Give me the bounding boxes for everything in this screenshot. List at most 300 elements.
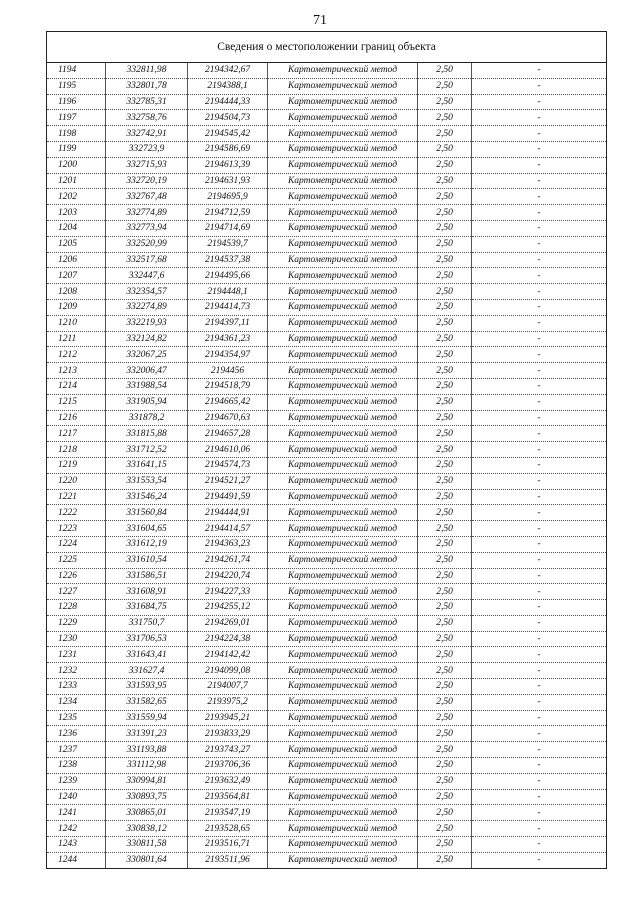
description-cell: - xyxy=(472,126,607,142)
method-cell: Картометрический метод xyxy=(268,205,418,221)
x-coordinate-cell: 332067,25 xyxy=(106,347,188,363)
table-row xyxy=(47,805,606,821)
description-cell: - xyxy=(472,536,607,552)
accuracy-cell: 2,50 xyxy=(418,331,472,347)
y-coordinate-cell: 2194521,27 xyxy=(188,473,268,489)
description-cell: - xyxy=(472,758,607,774)
point-number-cell: 1231 xyxy=(47,647,106,663)
x-coordinate-cell: 331560,84 xyxy=(106,505,188,521)
y-coordinate-cell: 2194255,12 xyxy=(188,600,268,616)
table-row xyxy=(47,394,606,410)
point-number-cell: 1233 xyxy=(47,679,106,695)
y-coordinate-cell: 2193632,49 xyxy=(188,773,268,789)
x-coordinate-cell: 332354,57 xyxy=(106,284,188,300)
description-cell: - xyxy=(472,426,607,442)
table-row xyxy=(47,726,606,742)
description-cell: - xyxy=(472,173,607,189)
accuracy-cell: 2,50 xyxy=(418,410,472,426)
x-coordinate-cell: 332767,48 xyxy=(106,189,188,205)
y-coordinate-cell: 2194610,06 xyxy=(188,442,268,458)
method-cell: Картометрический метод xyxy=(268,536,418,552)
accuracy-cell: 2,50 xyxy=(418,299,472,315)
table-row xyxy=(47,426,606,442)
method-cell: Картометрический метод xyxy=(268,331,418,347)
table-row xyxy=(47,141,606,157)
point-number-cell: 1196 xyxy=(47,94,106,110)
y-coordinate-cell: 2194518,79 xyxy=(188,378,268,394)
point-number-cell: 1204 xyxy=(47,220,106,236)
description-cell: - xyxy=(472,94,607,110)
point-number-cell: 1216 xyxy=(47,410,106,426)
accuracy-cell: 2,50 xyxy=(418,679,472,695)
method-cell: Картометрический метод xyxy=(268,473,418,489)
point-number-cell: 1237 xyxy=(47,742,106,758)
table-row xyxy=(47,852,606,867)
table-row xyxy=(47,521,606,537)
accuracy-cell: 2,50 xyxy=(418,473,472,489)
description-cell: - xyxy=(472,789,607,805)
y-coordinate-cell: 2194613,39 xyxy=(188,157,268,173)
point-number-cell: 1227 xyxy=(47,584,106,600)
x-coordinate-cell: 332801,78 xyxy=(106,78,188,94)
y-coordinate-cell: 2194388,1 xyxy=(188,78,268,94)
table-row xyxy=(47,363,606,379)
x-coordinate-cell: 331604,65 xyxy=(106,521,188,537)
table-row xyxy=(47,268,606,284)
accuracy-cell: 2,50 xyxy=(418,442,472,458)
point-number-cell: 1208 xyxy=(47,284,106,300)
method-cell: Картометрический метод xyxy=(268,126,418,142)
method-cell: Картометрический метод xyxy=(268,726,418,742)
table-title: Сведения о местоположении границ объекта xyxy=(47,32,606,63)
method-cell: Картометрический метод xyxy=(268,442,418,458)
method-cell: Картометрический метод xyxy=(268,679,418,695)
table-row xyxy=(47,378,606,394)
point-number-cell: 1226 xyxy=(47,568,106,584)
x-coordinate-cell: 330893,75 xyxy=(106,789,188,805)
table-row xyxy=(47,220,606,236)
accuracy-cell: 2,50 xyxy=(418,536,472,552)
description-cell: - xyxy=(472,268,607,284)
accuracy-cell: 2,50 xyxy=(418,694,472,710)
x-coordinate-cell: 331627,4 xyxy=(106,663,188,679)
method-cell: Картометрический метод xyxy=(268,789,418,805)
description-cell: - xyxy=(472,347,607,363)
y-coordinate-cell: 2193743,27 xyxy=(188,742,268,758)
description-cell: - xyxy=(472,394,607,410)
description-cell: - xyxy=(472,521,607,537)
accuracy-cell: 2,50 xyxy=(418,789,472,805)
x-coordinate-cell: 332715,93 xyxy=(106,157,188,173)
point-number-cell: 1205 xyxy=(47,236,106,252)
table-row xyxy=(47,94,606,110)
y-coordinate-cell: 2194574,73 xyxy=(188,457,268,473)
y-coordinate-cell: 2194631,93 xyxy=(188,173,268,189)
point-number-cell: 1212 xyxy=(47,347,106,363)
point-number-cell: 1219 xyxy=(47,457,106,473)
point-number-cell: 1239 xyxy=(47,773,106,789)
point-number-cell: 1203 xyxy=(47,205,106,221)
boundary-table-sheet xyxy=(46,31,607,869)
description-cell: - xyxy=(472,157,607,173)
description-cell: - xyxy=(472,505,607,521)
point-number-cell: 1236 xyxy=(47,726,106,742)
method-cell: Картометрический метод xyxy=(268,299,418,315)
x-coordinate-cell: 332774,89 xyxy=(106,205,188,221)
method-cell: Картометрический метод xyxy=(268,584,418,600)
y-coordinate-cell: 2194269,01 xyxy=(188,615,268,631)
accuracy-cell: 2,50 xyxy=(418,584,472,600)
description-cell: - xyxy=(472,236,607,252)
x-coordinate-cell: 331643,41 xyxy=(106,647,188,663)
table-row xyxy=(47,710,606,726)
point-number-cell: 1244 xyxy=(47,852,106,867)
x-coordinate-cell: 331553,54 xyxy=(106,473,188,489)
accuracy-cell: 2,50 xyxy=(418,378,472,394)
table-row xyxy=(47,789,606,805)
table-row xyxy=(47,189,606,205)
point-number-cell: 1218 xyxy=(47,442,106,458)
y-coordinate-cell: 2194220,74 xyxy=(188,568,268,584)
point-number-cell: 1217 xyxy=(47,426,106,442)
table-row xyxy=(47,78,606,94)
point-number-cell: 1238 xyxy=(47,758,106,774)
accuracy-cell: 2,50 xyxy=(418,837,472,853)
accuracy-cell: 2,50 xyxy=(418,631,472,647)
table-row xyxy=(47,647,606,663)
x-coordinate-cell: 332811,98 xyxy=(106,63,188,78)
accuracy-cell: 2,50 xyxy=(418,647,472,663)
accuracy-cell: 2,50 xyxy=(418,220,472,236)
table-row xyxy=(47,505,606,521)
method-cell: Картометрический метод xyxy=(268,268,418,284)
accuracy-cell: 2,50 xyxy=(418,315,472,331)
description-cell: - xyxy=(472,78,607,94)
y-coordinate-cell: 2194586,69 xyxy=(188,141,268,157)
description-cell: - xyxy=(472,299,607,315)
table-row xyxy=(47,758,606,774)
accuracy-cell: 2,50 xyxy=(418,821,472,837)
point-number-cell: 1198 xyxy=(47,126,106,142)
table-row xyxy=(47,457,606,473)
description-cell: - xyxy=(472,742,607,758)
x-coordinate-cell: 331878,2 xyxy=(106,410,188,426)
method-cell: Картометрический метод xyxy=(268,363,418,379)
point-number-cell: 1206 xyxy=(47,252,106,268)
table-row xyxy=(47,173,606,189)
y-coordinate-cell: 2194261,74 xyxy=(188,552,268,568)
y-coordinate-cell: 2193706,36 xyxy=(188,758,268,774)
table-row xyxy=(47,126,606,142)
method-cell: Картометрический метод xyxy=(268,600,418,616)
accuracy-cell: 2,50 xyxy=(418,568,472,584)
y-coordinate-cell: 2193516,71 xyxy=(188,837,268,853)
x-coordinate-cell: 331593,95 xyxy=(106,679,188,695)
description-cell: - xyxy=(472,141,607,157)
accuracy-cell: 2,50 xyxy=(418,552,472,568)
x-coordinate-cell: 332274,89 xyxy=(106,299,188,315)
point-number-cell: 1221 xyxy=(47,489,106,505)
method-cell: Картометрический метод xyxy=(268,552,418,568)
point-number-cell: 1215 xyxy=(47,394,106,410)
y-coordinate-cell: 2194714,69 xyxy=(188,220,268,236)
table-row xyxy=(47,631,606,647)
description-cell: - xyxy=(472,489,607,505)
method-cell: Картометрический метод xyxy=(268,521,418,537)
point-number-cell: 1201 xyxy=(47,173,106,189)
x-coordinate-cell: 331586,51 xyxy=(106,568,188,584)
y-coordinate-cell: 2194363,23 xyxy=(188,536,268,552)
description-cell: - xyxy=(472,821,607,837)
y-coordinate-cell: 2194142,42 xyxy=(188,647,268,663)
accuracy-cell: 2,50 xyxy=(418,78,472,94)
description-cell: - xyxy=(472,600,607,616)
accuracy-cell: 2,50 xyxy=(418,141,472,157)
accuracy-cell: 2,50 xyxy=(418,363,472,379)
method-cell: Картометрический метод xyxy=(268,347,418,363)
description-cell: - xyxy=(472,410,607,426)
table-row xyxy=(47,821,606,837)
method-cell: Картометрический метод xyxy=(268,694,418,710)
y-coordinate-cell: 2194495,66 xyxy=(188,268,268,284)
table-row xyxy=(47,315,606,331)
method-cell: Картометрический метод xyxy=(268,78,418,94)
method-cell: Картометрический метод xyxy=(268,663,418,679)
method-cell: Картометрический метод xyxy=(268,631,418,647)
x-coordinate-cell: 331641,15 xyxy=(106,457,188,473)
table-row xyxy=(47,205,606,221)
y-coordinate-cell: 2194545,42 xyxy=(188,126,268,142)
description-cell: - xyxy=(472,284,607,300)
table-row xyxy=(47,252,606,268)
description-cell: - xyxy=(472,220,607,236)
y-coordinate-cell: 2194448,1 xyxy=(188,284,268,300)
point-number-cell: 1234 xyxy=(47,694,106,710)
x-coordinate-cell: 331193,88 xyxy=(106,742,188,758)
accuracy-cell: 2,50 xyxy=(418,773,472,789)
description-cell: - xyxy=(472,615,607,631)
method-cell: Картометрический метод xyxy=(268,315,418,331)
table-row xyxy=(47,110,606,126)
y-coordinate-cell: 2193564,81 xyxy=(188,789,268,805)
y-coordinate-cell: 2194224,38 xyxy=(188,631,268,647)
x-coordinate-cell: 331684,75 xyxy=(106,600,188,616)
table-row xyxy=(47,679,606,695)
x-coordinate-cell: 332785,31 xyxy=(106,94,188,110)
y-coordinate-cell: 2193528,65 xyxy=(188,821,268,837)
y-coordinate-cell: 2193945,21 xyxy=(188,710,268,726)
accuracy-cell: 2,50 xyxy=(418,505,472,521)
accuracy-cell: 2,50 xyxy=(418,615,472,631)
accuracy-cell: 2,50 xyxy=(418,268,472,284)
y-coordinate-cell: 2194539,7 xyxy=(188,236,268,252)
accuracy-cell: 2,50 xyxy=(418,63,472,78)
point-number-cell: 1240 xyxy=(47,789,106,805)
description-cell: - xyxy=(472,710,607,726)
table-row xyxy=(47,837,606,853)
point-number-cell: 1223 xyxy=(47,521,106,537)
table-row xyxy=(47,236,606,252)
accuracy-cell: 2,50 xyxy=(418,663,472,679)
accuracy-cell: 2,50 xyxy=(418,710,472,726)
description-cell: - xyxy=(472,837,607,853)
description-cell: - xyxy=(472,442,607,458)
table-row xyxy=(47,331,606,347)
accuracy-cell: 2,50 xyxy=(418,284,472,300)
description-cell: - xyxy=(472,315,607,331)
point-number-cell: 1210 xyxy=(47,315,106,331)
point-number-cell: 1232 xyxy=(47,663,106,679)
method-cell: Картометрический метод xyxy=(268,252,418,268)
x-coordinate-cell: 332758,76 xyxy=(106,110,188,126)
y-coordinate-cell: 2194099,08 xyxy=(188,663,268,679)
point-number-cell: 1235 xyxy=(47,710,106,726)
x-coordinate-cell: 331706,53 xyxy=(106,631,188,647)
table-row xyxy=(47,63,606,78)
table-row xyxy=(47,157,606,173)
table-row xyxy=(47,663,606,679)
description-cell: - xyxy=(472,647,607,663)
point-number-cell: 1209 xyxy=(47,299,106,315)
accuracy-cell: 2,50 xyxy=(418,726,472,742)
accuracy-cell: 2,50 xyxy=(418,489,472,505)
method-cell: Картометрический метод xyxy=(268,63,418,78)
accuracy-cell: 2,50 xyxy=(418,205,472,221)
accuracy-cell: 2,50 xyxy=(418,758,472,774)
x-coordinate-cell: 331750,7 xyxy=(106,615,188,631)
accuracy-cell: 2,50 xyxy=(418,189,472,205)
method-cell: Картометрический метод xyxy=(268,505,418,521)
table-row xyxy=(47,473,606,489)
accuracy-cell: 2,50 xyxy=(418,157,472,173)
y-coordinate-cell: 2194397,11 xyxy=(188,315,268,331)
method-cell: Картометрический метод xyxy=(268,457,418,473)
table-row xyxy=(47,442,606,458)
method-cell: Картометрический метод xyxy=(268,236,418,252)
point-number-cell: 1243 xyxy=(47,837,106,853)
point-number-cell: 1207 xyxy=(47,268,106,284)
description-cell: - xyxy=(472,631,607,647)
description-cell: - xyxy=(472,457,607,473)
x-coordinate-cell: 331610,54 xyxy=(106,552,188,568)
accuracy-cell: 2,50 xyxy=(418,173,472,189)
description-cell: - xyxy=(472,378,607,394)
x-coordinate-cell: 332742,91 xyxy=(106,126,188,142)
accuracy-cell: 2,50 xyxy=(418,94,472,110)
accuracy-cell: 2,50 xyxy=(418,805,472,821)
method-cell: Картометрический метод xyxy=(268,758,418,774)
method-cell: Картометрический метод xyxy=(268,394,418,410)
method-cell: Картометрический метод xyxy=(268,94,418,110)
y-coordinate-cell: 2193547,19 xyxy=(188,805,268,821)
accuracy-cell: 2,50 xyxy=(418,457,472,473)
point-number-cell: 1194 xyxy=(47,63,106,78)
accuracy-cell: 2,50 xyxy=(418,521,472,537)
method-cell: Картометрический метод xyxy=(268,615,418,631)
point-number-cell: 1195 xyxy=(47,78,106,94)
y-coordinate-cell: 2193833,29 xyxy=(188,726,268,742)
x-coordinate-cell: 331712,52 xyxy=(106,442,188,458)
accuracy-cell: 2,50 xyxy=(418,126,472,142)
point-number-cell: 1224 xyxy=(47,536,106,552)
y-coordinate-cell: 2194342,67 xyxy=(188,63,268,78)
table-row xyxy=(47,742,606,758)
x-coordinate-cell: 332447,6 xyxy=(106,268,188,284)
x-coordinate-cell: 332773,94 xyxy=(106,220,188,236)
y-coordinate-cell: 2193975,2 xyxy=(188,694,268,710)
description-cell: - xyxy=(472,726,607,742)
y-coordinate-cell: 2194665,42 xyxy=(188,394,268,410)
method-cell: Картометрический метод xyxy=(268,378,418,394)
description-cell: - xyxy=(472,63,607,78)
page-number: 71 xyxy=(313,13,327,28)
x-coordinate-cell: 332720,19 xyxy=(106,173,188,189)
point-number-cell: 1211 xyxy=(47,331,106,347)
y-coordinate-cell: 2194414,57 xyxy=(188,521,268,537)
method-cell: Картометрический метод xyxy=(268,141,418,157)
method-cell: Картометрический метод xyxy=(268,568,418,584)
table-row xyxy=(47,568,606,584)
x-coordinate-cell: 330865,01 xyxy=(106,805,188,821)
x-coordinate-cell: 332124,82 xyxy=(106,331,188,347)
method-cell: Картометрический метод xyxy=(268,710,418,726)
x-coordinate-cell: 330801,64 xyxy=(106,852,188,867)
description-cell: - xyxy=(472,773,607,789)
description-cell: - xyxy=(472,331,607,347)
table-row xyxy=(47,347,606,363)
table-row xyxy=(47,552,606,568)
point-number-cell: 1225 xyxy=(47,552,106,568)
x-coordinate-cell: 332723,9 xyxy=(106,141,188,157)
accuracy-cell: 2,50 xyxy=(418,110,472,126)
x-coordinate-cell: 332219,93 xyxy=(106,315,188,331)
table-row xyxy=(47,773,606,789)
x-coordinate-cell: 330811,58 xyxy=(106,837,188,853)
point-number-cell: 1199 xyxy=(47,141,106,157)
point-number-cell: 1200 xyxy=(47,157,106,173)
y-coordinate-cell: 2194227,33 xyxy=(188,584,268,600)
x-coordinate-cell: 331905,94 xyxy=(106,394,188,410)
y-coordinate-cell: 2194504,73 xyxy=(188,110,268,126)
description-cell: - xyxy=(537,855,541,866)
y-coordinate-cell: 2194444,33 xyxy=(188,94,268,110)
description-cell: - xyxy=(472,363,607,379)
y-coordinate-cell: 2194444,91 xyxy=(188,505,268,521)
point-number-cell: 1228 xyxy=(47,600,106,616)
x-coordinate-cell: 331988,54 xyxy=(106,378,188,394)
y-coordinate-cell: 2194670,63 xyxy=(188,410,268,426)
accuracy-cell: 2,50 xyxy=(418,426,472,442)
table-row xyxy=(47,299,606,315)
table-row xyxy=(47,284,606,300)
point-number-cell: 1214 xyxy=(47,378,106,394)
method-cell: Картометрический метод xyxy=(268,852,418,867)
description-cell: - xyxy=(472,205,607,221)
x-coordinate-cell: 331612,19 xyxy=(106,536,188,552)
point-number-cell: 1242 xyxy=(47,821,106,837)
point-number-cell: 1229 xyxy=(47,615,106,631)
method-cell: Картометрический метод xyxy=(268,173,418,189)
point-number-cell: 1213 xyxy=(47,363,106,379)
description-cell: - xyxy=(472,110,607,126)
y-coordinate-cell: 2194712,59 xyxy=(188,205,268,221)
table-row xyxy=(47,584,606,600)
y-coordinate-cell: 2193511,96 xyxy=(188,852,268,867)
y-coordinate-cell: 2194456 xyxy=(188,363,268,379)
x-coordinate-cell: 331559,94 xyxy=(106,710,188,726)
method-cell: Картометрический метод xyxy=(268,742,418,758)
table-row xyxy=(47,410,606,426)
